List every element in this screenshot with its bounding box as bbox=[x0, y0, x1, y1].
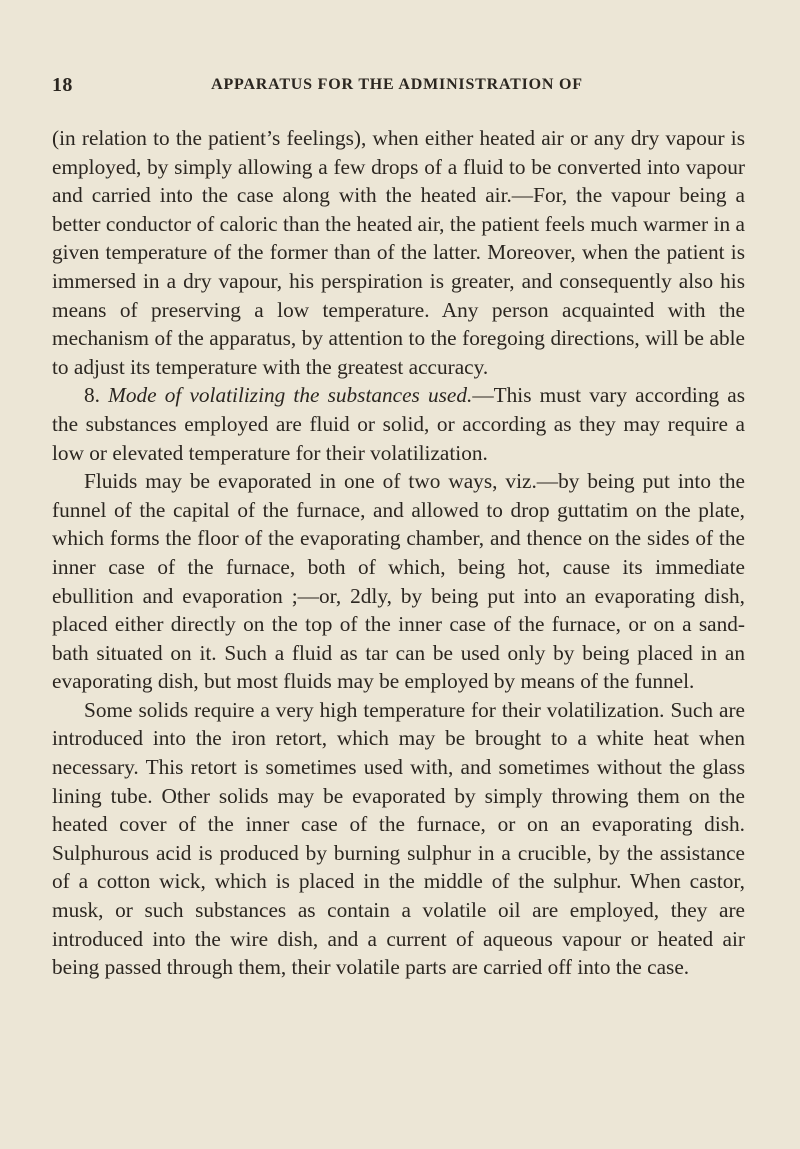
section-number: 8. bbox=[84, 383, 100, 408]
section-heading: Mode of volatilizing the substances used. bbox=[108, 383, 473, 408]
paragraph-continuation: (in relation to the patient’s feelings), when either heated air or any dry vapour is employed, by simply allowing a few drops of a fluid to be converted into vapour and carried into the case along with the heated air.—For, the vapour being a better conductor of caloric than the heated air, the patient feels much warmer in a given temperature of the former than of the latter. Moreover, when the patient is immersed in a dry vapour, his perspiration is greater, and consequently also his means of preserving a low temperature. Any person acquainted with the mechanism of the apparatus, by attention to the foregoing directions, will be able to adjust its temperature with the greatest accuracy. bbox=[52, 126, 745, 379]
section-text: —This must vary according as the substances employed are fluid or solid, or according as they may require a low or elevated temperature for their volatilization. bbox=[52, 383, 745, 465]
paragraph-fluids: Fluids may be evaporated in one of two ways, viz.—by being put into the funnel of the capital of the furnace, and allowed to drop guttatim on the plate, which forms the floor of the evaporating chamber, and thence on the sides of the inner case of the furnace, both of which, being hot, cause its immediate ebullition and evaporation ;—or, 2dly, by being put into an evaporating dish, placed either directly on the top of the inner case of the furnace, or on a sand-bath situated on it. Such a fluid as tar can be used only by being placed in an evaporating dish, but most fluids may be employed by means of the funnel. bbox=[52, 469, 745, 694]
running-title: APPARATUS FOR THE ADMINISTRATION OF bbox=[211, 76, 583, 93]
paragraph-solids: Some solids require a very high temperature for their volatilization. Such are introduced into the iron retort, which may be brought to a white heat when necessary. This retort is sometimes used with, and sometimes without the glass lining tube. Other solids may be evaporated by simply throwing them on the heated cover of the inner case of the furnace, or on an evaporating dish. Sulphurous acid is produced by burning sulphur in a crucible, by the assistance of a cotton wick, which is placed in the middle of the sulphur. When castor, musk, or such substances as contain a volatile oil are employed, they are introduced into the wire dish, and a current of aqueous vapour or heated air being passed through them, their volatile parts are carried off into the case. bbox=[52, 697, 745, 980]
page-number: 18 bbox=[52, 74, 73, 96]
body-text bbox=[52, 124, 745, 982]
paragraph-section-8 bbox=[52, 381, 745, 467]
